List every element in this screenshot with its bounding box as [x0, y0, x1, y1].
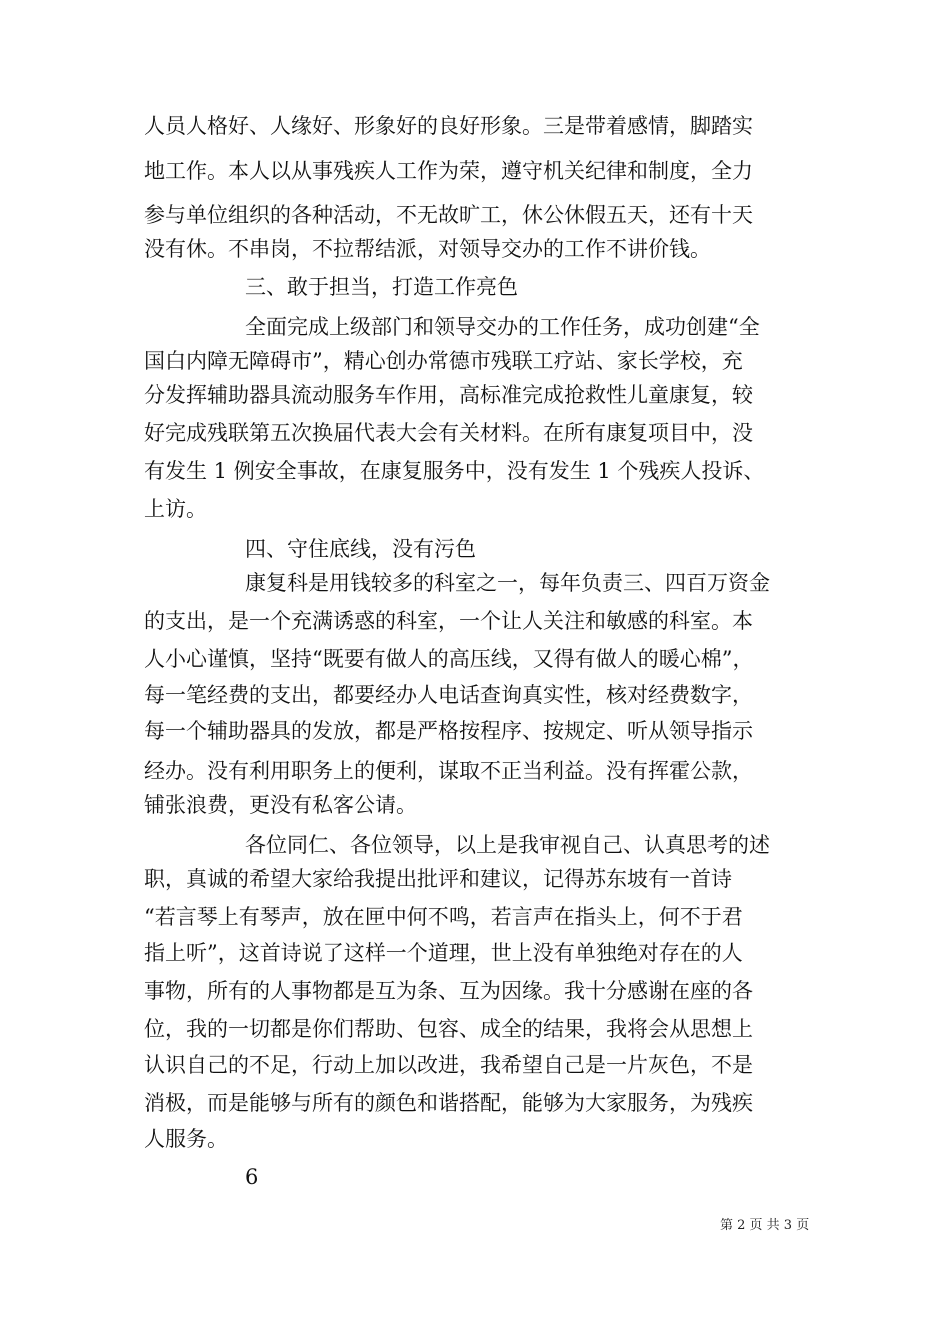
text-line: 位，我的一切都是你们帮助、包容、成全的结果，我将会从思想上: [144, 1017, 753, 1041]
text-line: 康复科是用钱较多的科室之一，每年负责三、四百万资金: [245, 571, 770, 595]
text-line: 国白内障无障碍市”，精心创办常德市残联工疗站、家长学校，充: [144, 349, 743, 373]
text-line: 事物，所有的人事物都是互为条、互为因缘。我十分感谢在座的各: [144, 979, 753, 1003]
text-line: 人服务。: [144, 1127, 228, 1151]
text-line: 人小心谨慎，坚持“既要有做人的高压线，又得有做人的暖心棉”，: [144, 647, 754, 671]
page-footer: 第 2 页 共 3 页: [720, 1218, 810, 1233]
section-heading: 四、守住底线，没有污色: [245, 537, 476, 561]
text-line: 全面完成上级部门和领导交办的工作任务，成功创建“全: [245, 315, 760, 339]
text-line: 职，真诚的希望大家给我提出批评和建议，记得苏东坡有一首诗: [144, 867, 732, 891]
text-line: 认识自己的不足，行动上加以改进，我希望自己是一片灰色，不是: [144, 1053, 753, 1077]
text-line: 分发挥辅助器具流动服务车作用，高标准完成抢救性儿童康复，较: [144, 383, 753, 407]
text-line: 参与单位组织的各种活动，不无故旷工，休公休假五天，还有十天: [144, 203, 753, 227]
text-line: 没有休。不串岗，不拉帮结派，对领导交办的工作不讲价钱。: [144, 237, 711, 261]
text-line: 地工作。本人以从事残疾人工作为荣，遵守机关纪律和制度，全力: [144, 159, 753, 183]
text-line: 经办。没有利用职务上的便利，谋取不正当利益。没有挥霍公款，: [144, 759, 753, 783]
text-line: 好完成残联第五次换届代表大会有关材料。在所有康复项目中，没: [144, 421, 753, 445]
text-line: 有发生 1 例安全事故，在康复服务中，没有发生 1 个残疾人投诉、: [144, 459, 765, 483]
section-heading: 三、敢于担当，打造工作亮色: [245, 275, 518, 299]
text-line: 上访。: [144, 497, 207, 521]
text-line: “若言琴上有琴声，放在匣中何不鸣，若言声在指头上，何不于君: [144, 905, 743, 929]
text-line: 每一笔经费的支出，都要经办人电话查询真实性，核对经费数字，: [144, 683, 753, 707]
text-line: 的支出，是一个充满诱惑的科室，一个让人关注和敏感的科室。本: [144, 609, 753, 633]
text-line: 指上听”，这首诗说了这样一个道理，世上没有单独绝对存在的人: [144, 941, 743, 965]
text-line: 人员人格好、人缘好、形象好的良好形象。三是带着感情，脚踏实: [144, 114, 753, 138]
page-marker-number: 6: [245, 1165, 259, 1189]
text-line: 消极，而是能够与所有的颜色和谐搭配，能够为大家服务，为残疾: [144, 1091, 753, 1115]
text-line: 每一个辅助器具的发放，都是严格按程序、按规定、听从领导指示: [144, 719, 753, 743]
text-line: 各位同仁、各位领导，以上是我审视自己、认真思考的述: [245, 833, 770, 857]
text-line: 铺张浪费，更没有私客公请。: [144, 793, 417, 817]
